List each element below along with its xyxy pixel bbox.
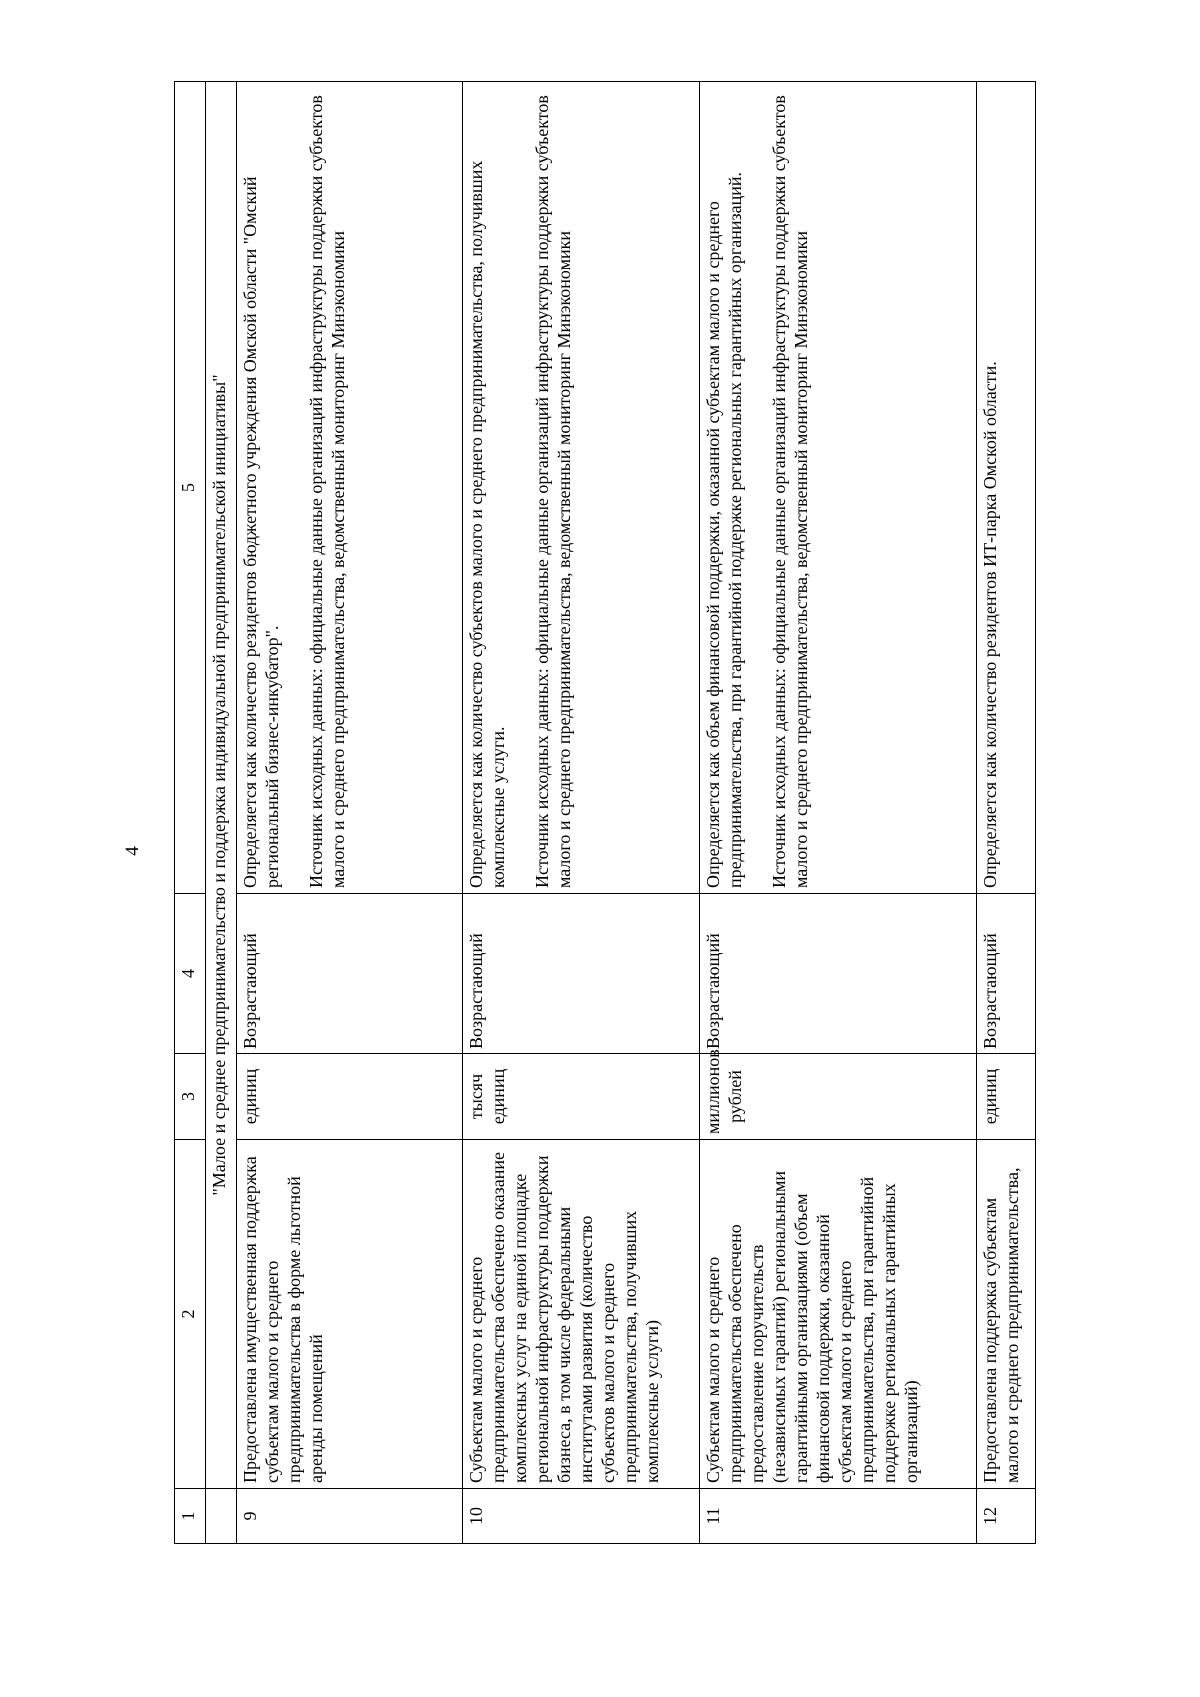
unit-cell: единиц xyxy=(237,1054,463,1140)
indicators-table xyxy=(174,81,1036,1544)
row-number: 11 xyxy=(700,1489,977,1544)
table-row xyxy=(700,82,977,1544)
column-number-row xyxy=(175,82,206,1544)
indicator-cell: Предоставлена поддержка субъектам малого и среднего предпринимательства, xyxy=(977,1140,1036,1489)
method-text: Определяется как количество резидентов ИТ-парка Омской области. xyxy=(980,361,1000,888)
unit-cell: единиц xyxy=(977,1054,1036,1140)
direction-cell: Возрастающий xyxy=(977,894,1036,1054)
unit-cell: тысяч единиц xyxy=(463,1054,700,1140)
section-spacer xyxy=(206,1489,237,1544)
direction-cell: Возрастающий xyxy=(700,894,977,1054)
unit-cell: миллионов рублей xyxy=(700,1054,977,1140)
method-text: Определяется как объем финансовой поддержки, оказанной субъектам малого и среднего предпринимательства, при гарантийной поддержке региональных гарантийных организаций. xyxy=(703,171,745,888)
section-title: "Малое и среднее предпринимательство и поддержка индивидуальной предпринимательской инициативы" xyxy=(206,82,237,1489)
row-number: 10 xyxy=(463,1489,700,1544)
table-row xyxy=(977,82,1036,1544)
source-text: Источник исходных данных: официальные данные организаций инфраструктуры поддержки субъектов малого и среднего предпринимательства, ведомственный мониторинг Минэкономики xyxy=(306,95,348,888)
page-number: 4 xyxy=(122,846,143,856)
rotated-table-container xyxy=(174,82,1046,1544)
table-row xyxy=(463,82,700,1544)
source-text: Источник исходных данных: официальные данные организаций инфраструктуры поддержки субъектов малого и среднего предпринимательства, ведомственный мониторинг Минэкономики xyxy=(769,95,811,888)
table-row xyxy=(237,82,463,1544)
indicator-cell: Предоставлена имущественная поддержка субъектам малого и среднего предпринимательства в форме льготной аренды помещений xyxy=(237,1140,463,1489)
row-number: 12 xyxy=(977,1489,1036,1544)
method-text: Определяется как количество резидентов бюджетного учреждения Омской области "Омский региональный бизнес-инкубатор". xyxy=(240,176,282,888)
method-cell xyxy=(463,82,700,894)
row-number: 9 xyxy=(237,1489,463,1544)
method-text: Определяется как количество субъектов малого и среднего предпринимательства, получивших комплексные услуги. xyxy=(466,160,508,888)
column-number: 2 xyxy=(175,1140,206,1489)
indicator-cell: Субъектам малого и среднего предпринимательства обеспечено предоставление поручительств (независимых гарантий) региональными гарантийными организациями (объем финансовой поддержки, оказанной субъектам малого и среднего предпринимательства, при гарантийной поддержке региональных гарантийных организаций) xyxy=(700,1140,977,1489)
section-row xyxy=(206,82,237,1544)
direction-cell: Возрастающий xyxy=(237,894,463,1054)
source-text: Источник исходных данных: официальные данные организаций инфраструктуры поддержки субъектов малого и среднего предпринимательства, ведомственный мониторинг Минэкономики xyxy=(532,95,574,888)
method-cell xyxy=(237,82,463,894)
column-number: 5 xyxy=(175,82,206,894)
column-number: 4 xyxy=(175,894,206,1054)
direction-cell: Возрастающий xyxy=(463,894,700,1054)
column-number: 3 xyxy=(175,1054,206,1140)
method-cell xyxy=(977,82,1036,894)
column-number: 1 xyxy=(175,1489,206,1544)
method-cell xyxy=(700,82,977,894)
indicator-cell: Субъектам малого и среднего предпринимательства обеспечено оказание комплексных услуг на единой площадке региональной инфраструктуры поддержки бизнеса, в том числе федеральными институтами развития (количество субъектов малого и среднего предпринимательства, получивших комплексные услуги) xyxy=(463,1140,700,1489)
